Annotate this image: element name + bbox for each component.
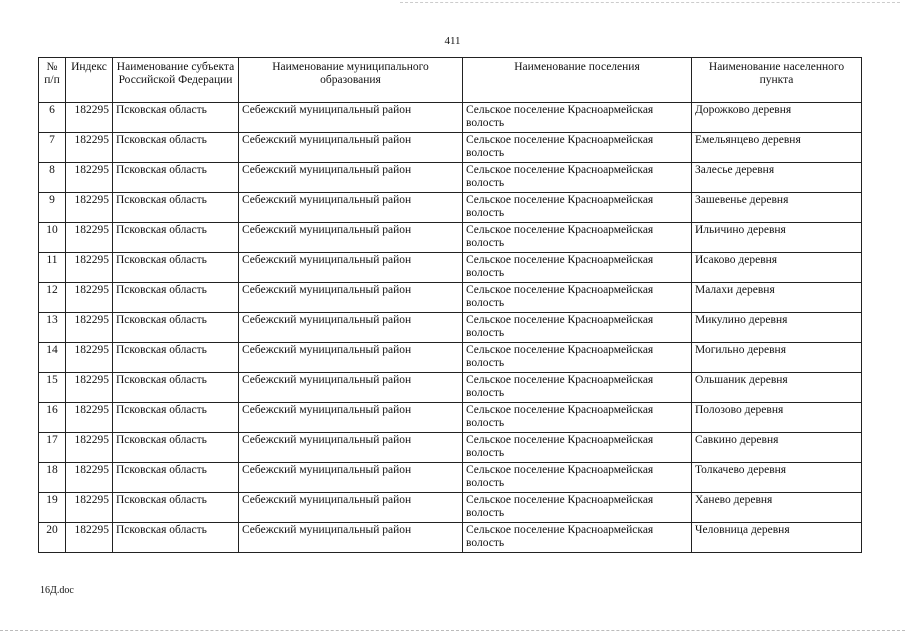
file-name: 16Д.doc (40, 585, 74, 596)
cell-locality: Человница деревня (692, 523, 862, 553)
cell-subject: Псковская область (113, 463, 239, 493)
scan-edge-top (400, 2, 900, 3)
cell-subject: Псковская область (113, 133, 239, 163)
cell-settlement: Сельское поселение Красноармейская волость (463, 373, 692, 403)
cell-index: 182295 (66, 283, 113, 313)
cell-municipality: Себежский муниципальный район (239, 163, 463, 193)
header-index: Индекс (66, 58, 113, 103)
cell-municipality: Себежский муниципальный район (239, 133, 463, 163)
cell-settlement: Сельское поселение Красноармейская волость (463, 493, 692, 523)
cell-index: 182295 (66, 343, 113, 373)
cell-locality: Полозово деревня (692, 403, 862, 433)
cell-settlement: Сельское поселение Красноармейская волость (463, 193, 692, 223)
cell-index: 182295 (66, 223, 113, 253)
header-subject: Наименование субъекта Российской Федерации (113, 58, 239, 103)
cell-subject: Псковская область (113, 373, 239, 403)
cell-municipality: Себежский муниципальный район (239, 253, 463, 283)
table-row (39, 313, 862, 343)
cell-locality: Дорожково деревня (692, 103, 862, 133)
cell-num: 14 (39, 343, 66, 373)
table-row (39, 253, 862, 283)
cell-index: 182295 (66, 433, 113, 463)
cell-municipality: Себежский муниципальный район (239, 313, 463, 343)
cell-subject: Псковская область (113, 283, 239, 313)
cell-settlement: Сельское поселение Красноармейская волость (463, 403, 692, 433)
table-row (39, 433, 862, 463)
cell-num: 11 (39, 253, 66, 283)
cell-index: 182295 (66, 253, 113, 283)
cell-index: 182295 (66, 193, 113, 223)
table-row (39, 403, 862, 433)
cell-locality: Зашевенье деревня (692, 193, 862, 223)
cell-subject: Псковская область (113, 103, 239, 133)
cell-settlement: Сельское поселение Красноармейская волость (463, 523, 692, 553)
cell-index: 182295 (66, 103, 113, 133)
cell-municipality: Себежский муниципальный район (239, 283, 463, 313)
cell-subject: Псковская область (113, 313, 239, 343)
table-row (39, 523, 862, 553)
cell-settlement: Сельское поселение Красноармейская волость (463, 283, 692, 313)
cell-subject: Псковская область (113, 433, 239, 463)
table-row (39, 493, 862, 523)
header-settlement: Наименование поселения (463, 58, 692, 103)
cell-settlement: Сельское поселение Красноармейская волость (463, 433, 692, 463)
cell-municipality: Себежский муниципальный район (239, 373, 463, 403)
registry-table (38, 57, 862, 553)
cell-num: 15 (39, 373, 66, 403)
cell-subject: Псковская область (113, 523, 239, 553)
cell-num: 12 (39, 283, 66, 313)
table-row (39, 343, 862, 373)
cell-settlement: Сельское поселение Красноармейская волость (463, 133, 692, 163)
cell-num: 7 (39, 133, 66, 163)
cell-index: 182295 (66, 493, 113, 523)
cell-num: 6 (39, 103, 66, 133)
cell-settlement: Сельское поселение Красноармейская волость (463, 343, 692, 373)
cell-settlement: Сельское поселение Красноармейская волость (463, 163, 692, 193)
table-row (39, 283, 862, 313)
cell-municipality: Себежский муниципальный район (239, 493, 463, 523)
cell-num: 10 (39, 223, 66, 253)
cell-index: 182295 (66, 373, 113, 403)
cell-num: 9 (39, 193, 66, 223)
cell-subject: Псковская область (113, 193, 239, 223)
header-num: № п/п (39, 58, 66, 103)
cell-settlement: Сельское поселение Красноармейская волость (463, 253, 692, 283)
cell-settlement: Сельское поселение Красноармейская волость (463, 223, 692, 253)
cell-index: 182295 (66, 313, 113, 343)
cell-num: 17 (39, 433, 66, 463)
cell-index: 182295 (66, 163, 113, 193)
cell-num: 16 (39, 403, 66, 433)
cell-num: 18 (39, 463, 66, 493)
cell-locality: Толкачево деревня (692, 463, 862, 493)
header-locality: Наименование населенного пункта (692, 58, 862, 103)
cell-index: 182295 (66, 523, 113, 553)
table-row (39, 133, 862, 163)
page-number: 411 (444, 35, 461, 47)
table-row (39, 373, 862, 403)
cell-subject: Псковская область (113, 223, 239, 253)
header-row (39, 58, 862, 103)
cell-locality: Залесье деревня (692, 163, 862, 193)
cell-index: 182295 (66, 133, 113, 163)
cell-municipality: Себежский муниципальный район (239, 223, 463, 253)
cell-index: 182295 (66, 403, 113, 433)
cell-num: 20 (39, 523, 66, 553)
cell-locality: Ханево деревня (692, 493, 862, 523)
cell-locality: Исаково деревня (692, 253, 862, 283)
cell-settlement: Сельское поселение Красноармейская волость (463, 313, 692, 343)
table-row (39, 193, 862, 223)
cell-subject: Псковская область (113, 253, 239, 283)
cell-locality: Малахи деревня (692, 283, 862, 313)
cell-subject: Псковская область (113, 163, 239, 193)
cell-locality: Микулино деревня (692, 313, 862, 343)
cell-num: 19 (39, 493, 66, 523)
cell-municipality: Себежский муниципальный район (239, 463, 463, 493)
table-row (39, 163, 862, 193)
scan-edge-bottom (0, 630, 905, 631)
cell-municipality: Себежский муниципальный район (239, 103, 463, 133)
cell-subject: Псковская область (113, 403, 239, 433)
cell-index: 182295 (66, 463, 113, 493)
table-row (39, 463, 862, 493)
cell-locality: Савкино деревня (692, 433, 862, 463)
cell-locality: Ольшаник деревня (692, 373, 862, 403)
cell-locality: Могильно деревня (692, 343, 862, 373)
cell-locality: Емельянцево деревня (692, 133, 862, 163)
cell-subject: Псковская область (113, 343, 239, 373)
header-municipality: Наименование муниципального образования (239, 58, 463, 103)
cell-municipality: Себежский муниципальный район (239, 523, 463, 553)
cell-locality: Ильичино деревня (692, 223, 862, 253)
cell-num: 8 (39, 163, 66, 193)
cell-settlement: Сельское поселение Красноармейская волость (463, 463, 692, 493)
cell-municipality: Себежский муниципальный район (239, 193, 463, 223)
cell-num: 13 (39, 313, 66, 343)
table-row (39, 223, 862, 253)
cell-municipality: Себежский муниципальный район (239, 433, 463, 463)
cell-municipality: Себежский муниципальный район (239, 343, 463, 373)
table-row (39, 103, 862, 133)
cell-subject: Псковская область (113, 493, 239, 523)
cell-municipality: Себежский муниципальный район (239, 403, 463, 433)
cell-settlement: Сельское поселение Красноармейская волость (463, 103, 692, 133)
